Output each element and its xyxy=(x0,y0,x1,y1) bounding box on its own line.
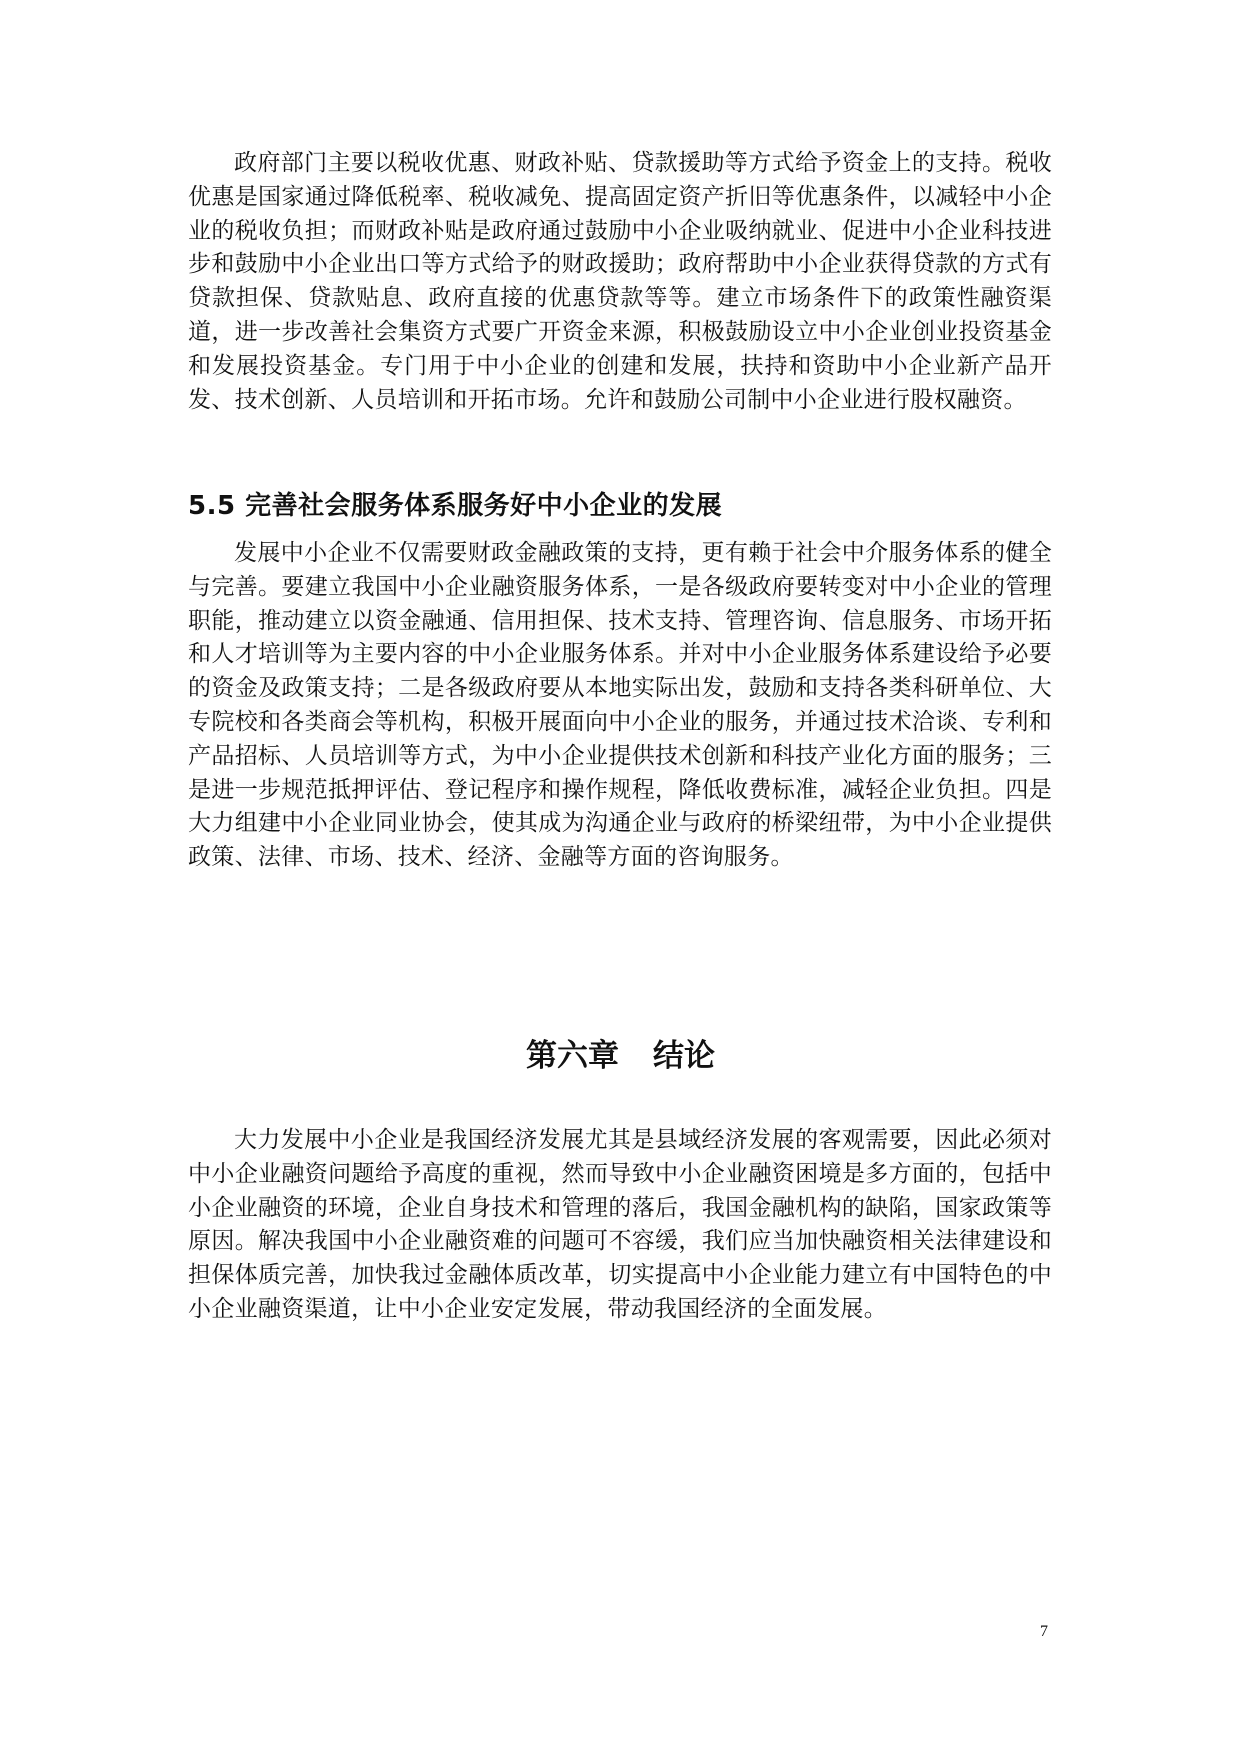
chapter-title: 结论 xyxy=(653,1038,715,1074)
page-number: 7 xyxy=(1040,1623,1048,1640)
body-paragraph-2: 发展中小企业不仅需要财政金融政策的支持，更有赖于社会中介服务体系的健全与完善。要建立我国中小企业融资服务体系，一是各级政府要转变对中小企业的管理职能，推动建立以资金融通、信用担保、技术支持、管理咨询、信息服务、市场开拓和人才培训等为主要内容的中小企业服务体系。并对中小企业服务体系建设给予必要的资金及政策支持；二是各级政府要从本地实际出发，鼓励和支持各类科研单位、大专院校和各类商会等机构，积极开展面向中小企业的服务，并通过技术洽谈、专利和产品招标、人员培训等方式，为中小企业提供技术创新和科技产业化方面的服务；三是进一步规范抵押评估、登记程序和操作规程，降低收费标准，减轻企业负担。四是大力组建中小企业同业协会，使其成为沟通企业与政府的桥梁纽带，为中小企业提供政策、法律、市场、技术、经济、金融等方面的咨询服务。 xyxy=(188,540,1052,871)
body-paragraph-1: 政府部门主要以税收优惠、财政补贴、贷款援助等方式给予资金上的支持。税收优惠是国家通过降低税率、税收减免、提高固定资产折旧等优惠条件，以减轻中小企业的税收负担；而财政补贴是政府通过鼓励中小企业吸纳就业、促进中小企业科技进步和鼓励中小企业出口等方式给予的财政援助；政府帮助中小企业获得贷款的方式有贷款担保、贷款贴息、政府直接的优惠贷款等等。建立市场条件下的政策性融资渠道，进一步改善社会集资方式要广开资金来源，积极鼓励设立中小企业创业投资基金和发展投资基金。专门用于中小企业的创建和发展，扶持和资助中小企业新产品开发、技术创新、人员培训和开拓市场。允许和鼓励公司制中小企业进行股权融资。 xyxy=(188,150,1052,413)
chapter-number: 第六章 xyxy=(526,1038,619,1074)
body-paragraph-3: 大力发展中小企业是我国经济发展尤其是县域经济发展的客观需要，因此必须对中小企业融资问题给予高度的重视，然而导致中小企业融资困境是多方面的，包括中小企业融资的环境，企业自身技术和管理的落后，我国金融机构的缺陷，国家政策等原因。解决我国中小企业融资难的问题可不容缓，我们应当加快融资相关法律建设和担保体质完善，加快我过金融体质改革，切实提高中小企业能力建立有中国特色的中小企业融资渠道，让中小企业安定发展，带动我国经济的全面发展。 xyxy=(188,1127,1052,1322)
chapter-heading xyxy=(0,1036,1241,1076)
section-heading: 5.5 完善社会服务体系服务好中小企业的发展 xyxy=(188,491,723,521)
